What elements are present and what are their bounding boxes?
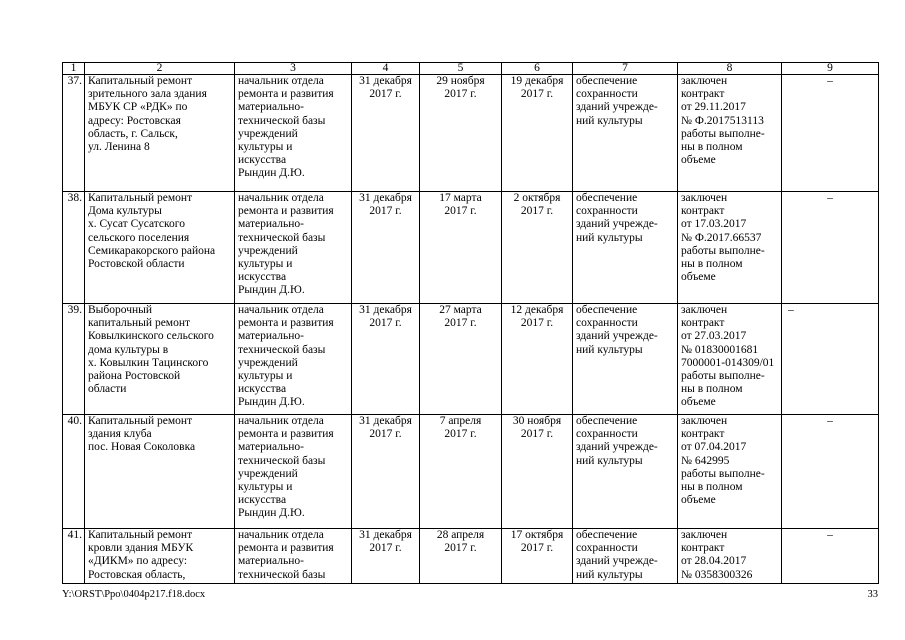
- table-row: [63, 304, 879, 415]
- column-number-header: 8: [678, 63, 782, 75]
- page-number: 33: [867, 589, 878, 600]
- row-number: 39.: [63, 304, 85, 415]
- column-number-header: 7: [573, 63, 678, 75]
- plan-date: 31 декабря 2017 г.: [352, 192, 420, 304]
- start-date: 28 апреля 2017 г.: [420, 529, 502, 584]
- responsible-person: начальник отдела ремонта и развития материально- технической базы учреждений культуры и искусства Рындин Д.Ю.: [235, 304, 352, 415]
- column-number-header: 2: [85, 63, 235, 75]
- start-date: 17 марта 2017 г.: [420, 192, 502, 304]
- event-name: Выборочный капитальный ремонт Ковылкинского сельского дома культуры в х. Ковылкин Тацинского района Ростовской области: [85, 304, 235, 415]
- expected-result: обеспечение сохранности зданий учрежде- ний культуры: [573, 192, 678, 304]
- column-number-header: 3: [235, 63, 352, 75]
- plan-date: 31 декабря 2017 г.: [352, 304, 420, 415]
- expected-result: обеспечение сохранности зданий учрежде- ний культуры: [573, 415, 678, 529]
- plan-date: 31 декабря 2017 г.: [352, 75, 420, 192]
- event-name: Капитальный ремонт зрительного зала здания МБУК СР «РДК» по адресу: Ростовская область, г. Сальск, ул. Ленина 8: [85, 75, 235, 192]
- table-row: [63, 192, 879, 304]
- row-number: 38.: [63, 192, 85, 304]
- end-date: 19 декабря 2017 г.: [502, 75, 573, 192]
- table-header-row: [63, 63, 879, 75]
- row-number: 37.: [63, 75, 85, 192]
- responsible-person: начальник отдела ремонта и развития материально- технической базы: [235, 529, 352, 584]
- start-date: 29 ноября 2017 г.: [420, 75, 502, 192]
- expected-result: обеспечение сохранности зданий учрежде- ний культуры: [573, 75, 678, 192]
- note-cell: –: [782, 529, 879, 584]
- plan-date: 31 декабря 2017 г.: [352, 415, 420, 529]
- event-name: Капитальный ремонт кровли здания МБУК «ДИКМ» по адресу: Ростовская область,: [85, 529, 235, 584]
- file-path: Y:\ORST\Ppo\0404p217.f18.docx: [62, 589, 206, 600]
- execution-status: заключен контракт от 17.03.2017 № Ф.2017.66537 работы выполне- ны в полном объеме: [678, 192, 782, 304]
- start-date: 27 марта 2017 г.: [420, 304, 502, 415]
- start-date: 7 апреля 2017 г.: [420, 415, 502, 529]
- column-number-header: 6: [502, 63, 573, 75]
- end-date: 2 октября 2017 г.: [502, 192, 573, 304]
- execution-status: заключен контракт от 27.03.2017 № 01830001681 7000001-014309/01 работы выполне- ны в полном объеме: [678, 304, 782, 415]
- responsible-person: начальник отдела ремонта и развития материально- технической базы учреждений культуры и искусства Рындин Д.Ю.: [235, 415, 352, 529]
- note-cell: –: [782, 192, 879, 304]
- responsible-person: начальник отдела ремонта и развития материально- технической базы учреждений культуры и искусства Рындин Д.Ю.: [235, 192, 352, 304]
- responsible-person: начальник отдела ремонта и развития материально- технической базы учреждений культуры и искусства Рындин Д.Ю.: [235, 75, 352, 192]
- end-date: 17 октября 2017 г.: [502, 529, 573, 584]
- execution-status: заключен контракт от 28.04.2017 № 0358300326: [678, 529, 782, 584]
- document-page: [62, 62, 879, 584]
- execution-status: заключен контракт от 29.11.2017 № Ф.2017513113 работы выполне- ны в полном объеме: [678, 75, 782, 192]
- event-name: Капитальный ремонт здания клуба пос. Новая Соколовка: [85, 415, 235, 529]
- row-number: 40.: [63, 415, 85, 529]
- expected-result: обеспечение сохранности зданий учрежде- ний культуры: [573, 304, 678, 415]
- event-name: Капитальный ремонт Дома культуры х. Сусат Сусатского сельского поселения Семикаракорского района Ростовской области: [85, 192, 235, 304]
- report-table: [62, 62, 879, 584]
- execution-status: заключен контракт от 07.04.2017 № 642995 работы выполне- ны в полном объеме: [678, 415, 782, 529]
- note-cell: –: [782, 415, 879, 529]
- row-number: 41.: [63, 529, 85, 584]
- end-date: 30 ноября 2017 г.: [502, 415, 573, 529]
- table-row: [63, 415, 879, 529]
- column-number-header: 1: [63, 63, 85, 75]
- expected-result: обеспечение сохранности зданий учрежде- ний культуры: [573, 529, 678, 584]
- column-number-header: 5: [420, 63, 502, 75]
- table-row: [63, 75, 879, 192]
- note-cell: –: [782, 75, 879, 192]
- table-row: [63, 529, 879, 584]
- note-cell: –: [782, 304, 879, 415]
- column-number-header: 9: [782, 63, 879, 75]
- end-date: 12 декабря 2017 г.: [502, 304, 573, 415]
- plan-date: 31 декабря 2017 г.: [352, 529, 420, 584]
- column-number-header: 4: [352, 63, 420, 75]
